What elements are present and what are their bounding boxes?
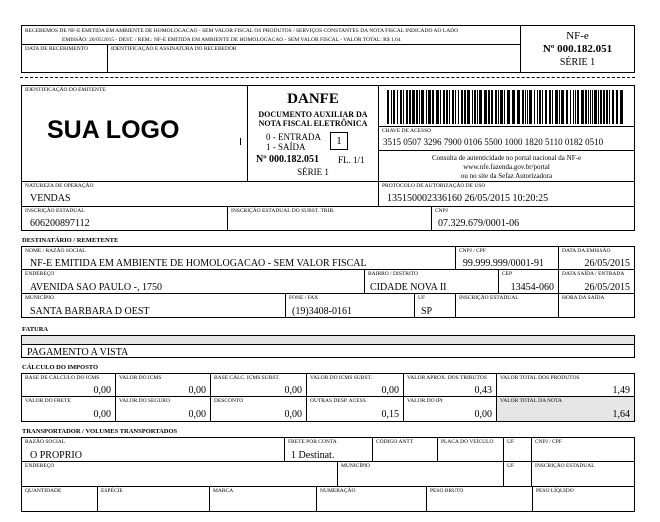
dest-bairro-field — [364, 269, 499, 294]
natureza-value: VENDAS — [30, 193, 71, 204]
barcode-bar — [428, 90, 431, 124]
natureza-label: NATUREZA DE OPERAÇÃO — [25, 183, 94, 189]
barcode-bar — [455, 90, 456, 124]
cnpj-value: 07.329.679/0001-06 — [438, 218, 520, 229]
imposto-value: 0,15 — [381, 409, 399, 420]
danfe-box — [247, 85, 379, 182]
danfe-saida: 1 - SAÍDA — [266, 142, 306, 152]
barcode-bar — [573, 90, 574, 124]
barcode-bar — [527, 90, 528, 124]
dest-nome-value: NF-E EMITIDA EM AMBIENTE DE HOMOLOGACAO - SEM VALOR FISCAL — [30, 258, 367, 269]
barcode-bar — [552, 90, 553, 124]
transp-marca-field — [209, 486, 317, 512]
assinatura-label: IDENTIFICAÇÃO E ASSINATURA DO RECEBEDOR — [111, 46, 237, 52]
dest-hora-field — [558, 293, 635, 318]
barcode-bar — [512, 90, 515, 124]
barcode-bar — [446, 90, 448, 124]
barcode-bar — [581, 90, 584, 124]
imposto-ipi — [403, 396, 497, 422]
barcode-bar — [452, 90, 454, 124]
transp-quantidade-label: QUANTIDADE — [25, 488, 62, 494]
barcode-bar — [620, 90, 623, 124]
danfe-tipo: 1 — [330, 132, 348, 150]
danfe-subtitle2: NOTA FISCAL ELETRÔNICA — [258, 119, 368, 128]
barcode-bar — [426, 90, 427, 124]
barcode-bar — [479, 90, 482, 124]
barcode-bar — [606, 90, 608, 124]
dest-cnpj-value: 99.999.999/0001-91 — [462, 258, 544, 269]
imposto-label: OUTRAS DESP. ACESS. — [310, 398, 368, 404]
protocolo-value: 135150002336160 26/05/2015 10:20:25 — [387, 193, 549, 204]
imposto-value: 0,00 — [474, 409, 492, 420]
imposto-total-produtos — [496, 373, 635, 397]
imposto-label: VALOR DO ICMS — [119, 375, 162, 381]
dest-municipio-value: SANTA BARBARA D OEST — [30, 306, 150, 317]
data-recebimento-field[interactable] — [21, 44, 108, 73]
consulta-line1: Consulta de autenticidade no portal nacional da NF-e — [431, 154, 582, 162]
imposto-value: 0,00 — [284, 385, 302, 396]
barcode-bar — [498, 90, 499, 124]
imposto-value: 0,00 — [188, 385, 206, 396]
chave-label: CHAVE DE ACESSO — [382, 128, 432, 134]
canhoto-nfe-box — [520, 25, 635, 73]
imposto-label: VALOR DO SEGURO — [119, 398, 170, 404]
dest-uf-value: SP — [421, 306, 433, 317]
transp-uf2-label: UF — [507, 463, 515, 469]
dest-saida-label: DATA SAÍDA / ENTRADA — [562, 271, 625, 277]
dest-nome-label: NOME / RAZÃO SOCIAL — [25, 248, 86, 254]
danfe-title: DANFE — [287, 91, 339, 107]
transp-uf2-field — [503, 461, 532, 487]
barcode-bar — [588, 90, 589, 124]
barcode-bar — [387, 90, 389, 124]
transp-razao-field — [21, 437, 285, 462]
canhoto-text: RECEBEMOS DE NF-E EMITIDA EM AMBIENTE DE HOMOLOGACAO - SEM VALOR FISCAL OS PRODUTOS / SERVIÇOS CONSTANTES DA NOTA FISCAL INDICADO AO LADO — [25, 28, 459, 34]
fatura-field — [21, 344, 635, 358]
imposto-base-icms — [21, 373, 116, 397]
emitente-cursor — [240, 138, 241, 145]
emitente-logo: SUA LOGO — [47, 116, 180, 144]
barcode-bar — [507, 90, 510, 124]
dest-saida-value: 26/05/2015 — [584, 282, 630, 293]
dest-fone-label: FONE / FAX — [289, 295, 319, 301]
imposto-value: 0,00 — [93, 409, 111, 420]
barcode-bar — [585, 90, 587, 124]
danfe-folha: FL. 1/1 — [338, 155, 365, 165]
transp-endereco-label: ENDEREÇO — [25, 463, 55, 469]
imposto-value: 0,00 — [381, 385, 399, 396]
imposto-label: BASE DE CÁLCULO DO ICMS — [25, 375, 100, 381]
imposto-label: BASE CÁLC. ICMS SUBST. — [214, 375, 280, 381]
transp-cnpj-field — [531, 437, 635, 462]
barcode-bar — [409, 90, 411, 124]
cnpj-field — [431, 206, 635, 231]
imposto-label: DESCONTO — [214, 398, 244, 404]
transp-numeracao-field — [316, 486, 427, 512]
imposto-label: VALOR DO IPI — [407, 398, 443, 404]
barcode-bar — [594, 90, 597, 124]
cnpj-label: CNPJ — [435, 208, 448, 214]
transp-uf-field — [503, 437, 532, 462]
consulta-box — [378, 150, 635, 182]
barcode-bar — [598, 90, 599, 124]
barcode-bar — [477, 90, 478, 124]
chave-box — [378, 126, 635, 151]
dest-cnpj-field — [455, 246, 559, 270]
dest-emissao-label: DATA DA EMISSÃO — [562, 248, 611, 254]
imposto-label: VALOR APROX. DOS TRIBUTOS — [407, 375, 487, 381]
transp-especie-label: ESPÉCIE — [101, 488, 123, 494]
transp-frete-field — [284, 437, 373, 462]
barcode-bar — [537, 90, 538, 124]
barcode-bar — [412, 90, 415, 124]
imposto-desconto — [210, 396, 307, 422]
transp-placa-field — [437, 437, 504, 462]
danfe-numero: Nº 000.182.051 — [256, 154, 320, 165]
barcode-bar — [400, 90, 402, 124]
barcode-bar — [403, 90, 404, 124]
transp-numeracao-label: NUMERAÇÃO — [320, 488, 356, 494]
barcode-bar — [464, 90, 466, 124]
dest-endereco-field — [21, 269, 365, 294]
imposto-value: 0,43 — [474, 385, 492, 396]
barcode-bar — [561, 90, 564, 124]
transp-municipio-field — [337, 461, 504, 487]
barcode-bar — [504, 90, 505, 124]
protocolo-label: PROTOCOLO DE AUTORIZAÇÃO DE USO — [382, 183, 486, 189]
barcode-bar — [449, 90, 450, 124]
protocolo-field — [378, 181, 635, 207]
canhoto-emissao: EMISSÃO: 26/05/2015 - DEST. / REM.: NF-E EMITIDA EM AMBIENTE DE HOMOLOGACAO - SEM VALOR FISCAL - VALOR TOTAL: R$ 1,64 — [62, 37, 401, 43]
barcode-bar — [391, 90, 392, 124]
dest-nome-field — [21, 246, 456, 270]
barcode-bar — [603, 90, 605, 124]
dest-emissao-field — [558, 246, 635, 270]
chave-value: 3515 0507 3296 7900 0106 5500 1000 1820 5110 0182 0510 — [383, 137, 604, 147]
canhoto-nfe-label: NF-e — [566, 30, 589, 42]
dest-municipio-field — [21, 293, 286, 318]
transp-uf-label: UF — [507, 439, 515, 445]
data-recebimento-label: DATA DE RECEBIMENTO — [25, 46, 89, 52]
dest-saida-field — [558, 269, 635, 294]
ie-field — [21, 206, 228, 231]
barcode-bar — [542, 90, 543, 124]
imposto-value: 0,00 — [284, 409, 302, 420]
transp-placa-label: PLACA DO VEÍCULO — [441, 439, 494, 445]
dest-fone-value: (19)3408-0161 — [292, 306, 352, 317]
barcode-bar — [472, 90, 473, 124]
imposto-valor-st — [306, 373, 404, 397]
transp-razao-value: O PROPRIO — [30, 450, 82, 461]
barcode-bar — [570, 90, 571, 124]
dest-cep-label: CEP — [502, 271, 513, 277]
barcode-bar — [592, 90, 593, 124]
emitente-label: IDENTIFICAÇÃO DO EMITENTE — [25, 87, 106, 93]
barcode-bar — [575, 90, 576, 124]
barcode-bar — [566, 90, 568, 124]
imposto-value: 1,49 — [612, 385, 630, 396]
dest-uf-label: UF — [418, 295, 426, 301]
transp-antt-label: CÓDIGO ANTT — [376, 439, 414, 445]
transp-endereco-field — [21, 461, 338, 487]
barcode-bar — [539, 90, 541, 124]
imposto-label: VALOR DO FRETE — [25, 398, 71, 404]
imposto-title: CÁLCULO DO IMPOSTO — [22, 364, 99, 371]
transp-ie-label: INSCRIÇÃO ESTADUAL — [535, 463, 595, 469]
dest-endereco-value: AVENIDA SAO PAULO -, 1750 — [30, 282, 162, 293]
destinatario-title: DESTINATÁRIO / REMETENTE — [22, 237, 119, 244]
dest-ie-label: INSCRIÇÃO ESTADUAL — [459, 295, 519, 301]
transp-quantidade-field — [21, 486, 98, 512]
imposto-seguro — [115, 396, 211, 422]
barcode-bar — [534, 90, 535, 124]
dest-ie-field — [455, 293, 559, 318]
dest-cnpj-label: CNPJ / CPF — [459, 248, 486, 254]
barcode-bar — [529, 90, 532, 124]
transp-marca-label: MARCA — [213, 488, 234, 494]
barcode-bar — [500, 90, 503, 124]
transp-frete-label: FRETE POR CONTA — [288, 439, 337, 445]
barcode-bar — [612, 90, 614, 124]
consulta-line2[interactable]: www.nfe.fazenda.gov.br/portal — [463, 163, 550, 171]
ie-value: 606200897112 — [30, 218, 90, 229]
dest-emissao-value: 26/05/2015 — [584, 258, 630, 269]
barcode-bar — [491, 90, 493, 124]
transportador-title: TRANSPORTADOR / VOLUMES TRANSPORTADOS — [22, 428, 178, 435]
imposto-label: VALOR TOTAL DOS PRODUTOS — [500, 375, 580, 381]
transp-peso-liquido-label: PESO LÍQUIDO — [536, 488, 574, 494]
transp-peso-bruto-field — [426, 486, 533, 512]
dest-municipio-label: MUNICÍPIO — [25, 295, 55, 301]
barcode-bar — [406, 90, 408, 124]
imposto-frete — [21, 396, 116, 422]
barcode-bar — [495, 90, 497, 124]
barcode-bar — [467, 90, 470, 124]
ie-st-label: INSCRIÇÃO ESTADUAL DO SUBST. TRIB. — [231, 208, 335, 214]
danfe-serie: SÉRIE 1 — [297, 167, 329, 177]
natureza-field — [21, 181, 379, 207]
barcode — [387, 90, 627, 124]
imposto-total-nota — [496, 396, 635, 422]
emitente-box — [21, 85, 248, 182]
assinatura-field[interactable] — [107, 44, 521, 73]
ie-st-field — [227, 206, 432, 231]
barcode-bar — [474, 90, 476, 124]
canhoto-serie: SÉRIE 1 — [559, 57, 596, 68]
barcode-bar — [458, 90, 459, 124]
dest-bairro-label: BAIRRO / DISTRITO — [368, 271, 419, 277]
barcode-bar — [393, 90, 395, 124]
imposto-base-st — [210, 373, 307, 397]
barcode-bar — [559, 90, 560, 124]
barcode-bar — [484, 90, 487, 124]
barcode-bar — [416, 90, 418, 124]
transp-cnpj-label: CNPJ / CPF — [535, 439, 562, 445]
barcode-bar — [419, 90, 420, 124]
barcode-bar — [555, 90, 558, 124]
imposto-tributos — [403, 373, 497, 397]
canhoto-text-cell — [21, 25, 521, 45]
barcode-box — [378, 85, 635, 127]
dest-hora-label: HORA DA SAÍDA — [562, 295, 605, 301]
transp-antt-field — [372, 437, 438, 462]
barcode-bar — [517, 90, 520, 124]
imposto-value: 0,00 — [188, 409, 206, 420]
barcode-bar — [616, 90, 618, 124]
transp-especie-field — [97, 486, 210, 512]
dest-uf-field — [414, 293, 456, 318]
barcode-bar — [488, 90, 490, 124]
barcode-bar — [609, 90, 610, 124]
fatura-value: PAGAMENTO A VISTA — [27, 347, 129, 358]
barcode-bar — [590, 90, 591, 124]
dest-fone-field — [285, 293, 415, 318]
fatura-title: FATURA — [22, 326, 49, 333]
barcode-bar — [600, 90, 602, 124]
ie-label: INSCRIÇÃO ESTADUAL — [25, 208, 85, 214]
barcode-bar — [421, 90, 424, 124]
barcode-bar — [549, 90, 551, 124]
dest-endereco-label: ENDEREÇO — [25, 271, 55, 277]
barcode-bar — [461, 90, 463, 124]
canhoto-numero: Nº 000.182.051 — [542, 43, 613, 55]
transp-municipio-label: MUNICÍPIO — [341, 463, 371, 469]
dest-bairro-value: CIDADE NOVA II — [370, 282, 447, 293]
transp-peso-liquido-field — [532, 486, 635, 512]
imposto-label: VALOR TOTAL DA NOTA — [500, 398, 563, 404]
dest-cep-value: 13454-060 — [510, 282, 554, 293]
danfe-entrada: 0 - ENTRADA — [266, 132, 321, 142]
imposto-value: 0,00 — [93, 385, 111, 396]
barcode-bar — [397, 90, 398, 124]
transp-ie-field — [531, 461, 635, 487]
barcode-bar — [525, 90, 526, 124]
barcode-bar — [577, 90, 579, 124]
barcode-bar — [443, 90, 445, 124]
barcode-bar — [522, 90, 524, 124]
barcode-bar — [436, 90, 439, 124]
imposto-label: VALOR DO ICMS SUBST. — [310, 375, 372, 381]
imposto-value: 1,64 — [612, 409, 630, 420]
imposto-outras — [306, 396, 404, 422]
transp-frete-value: 1 Destinat. — [291, 450, 335, 461]
barcode-bar — [440, 90, 441, 124]
transp-razao-label: RAZÃO SOCIAL — [25, 439, 66, 445]
barcode-bar — [545, 90, 547, 124]
transp-peso-bruto-label: PESO BRUTO — [430, 488, 464, 494]
imposto-valor-icms — [115, 373, 211, 397]
barcode-bar — [432, 90, 434, 124]
consulta-line3: ou no site da Sefaz Autorizadora — [460, 172, 553, 180]
cut-line — [20, 77, 635, 78]
danfe-subtitle1: DOCUMENTO AUXILIAR DA — [258, 110, 368, 119]
dest-cep-field — [498, 269, 559, 294]
